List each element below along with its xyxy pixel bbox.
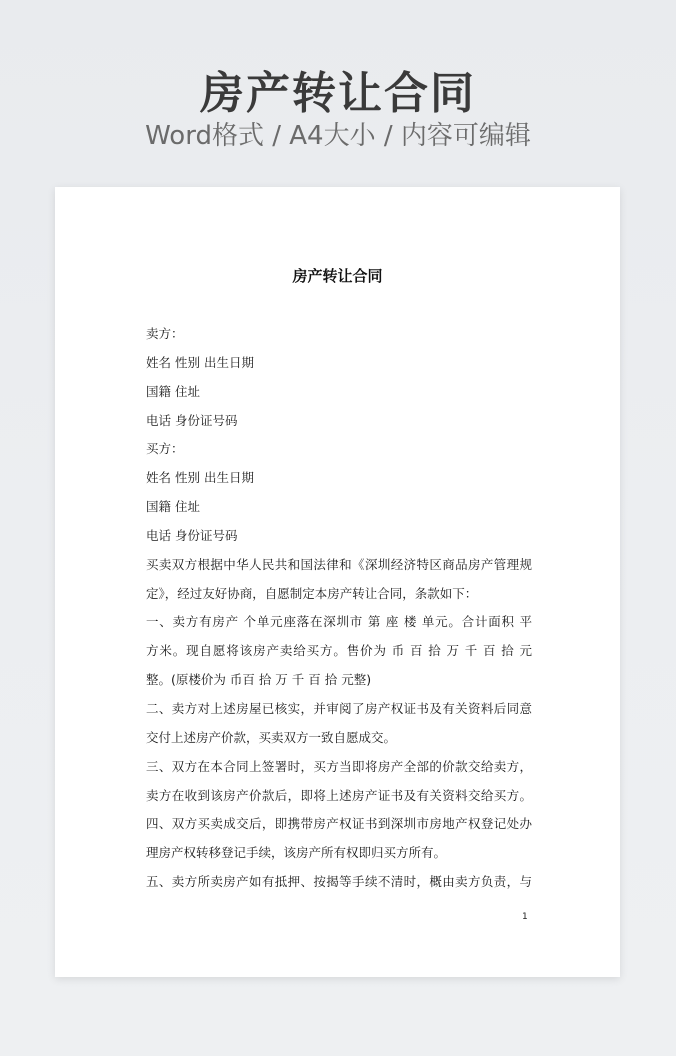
document-line: 方米。现自愿将该房产卖给买方。售价为 币 百 拾 万 千 百 拾 元 (146, 643, 532, 659)
document-line: 电话 身份证号码 (146, 527, 238, 543)
document-line: 二、卖方对上述房屋已核实，并审阅了房产权证书及有关资料后同意 (146, 700, 532, 716)
document-line: 姓名 性别 出生日期 (146, 354, 254, 370)
document-line: 电话 身份证号码 (146, 412, 238, 428)
document-line: 买卖双方根据中华人民共和国法律和《深圳经济特区商品房产管理规 (146, 556, 532, 572)
document-line: 交付上述房产价款，买卖双方一致自愿成交。 (146, 729, 397, 745)
page-number: 1 (522, 912, 528, 922)
document-line: 卖方在收到该房产价款后，即将上述房产证书及有关资料交给买方。 (146, 787, 532, 803)
banner-title: 房产转让合同 (200, 68, 476, 119)
document-line: 国籍 住址 (146, 499, 200, 515)
document-line: 整。(原楼价为 币百 拾 万 千 百 拾 元整) (146, 672, 372, 688)
document-line: 卖方： (146, 326, 184, 341)
document-line: 五、卖方所卖房产如有抵押、按揭等手续不清时，概由卖方负责，与 (146, 874, 532, 890)
document-body (146, 320, 532, 897)
document-line: 定》，经过友好协商，自愿制定本房产转让合同，条款如下： (146, 585, 478, 601)
document-line: 姓名 性别 出生日期 (146, 470, 254, 486)
document-line: 一、卖方有房产 个单元座落在深圳市 第 座 楼 单元。合计面积 平 (146, 614, 532, 630)
document-line: 国籍 住址 (146, 383, 200, 399)
document-line: 买方： (146, 441, 184, 457)
banner-subtitle: Word格式 / A4大小 / 内容可编辑 (145, 121, 531, 151)
document-page (55, 187, 620, 977)
document-line: 四、双方买卖成交后，即携带房产权证书到深圳市房地产权登记处办 (146, 816, 532, 832)
document-line: 三、双方在本合同上签署时，买方当即将房产全部的价款交给卖方， (146, 758, 532, 774)
document-title: 房产转让合同 (292, 267, 383, 285)
document-line: 理房产权转移登记手续，该房产所有权即归买方所有。 (146, 845, 447, 861)
